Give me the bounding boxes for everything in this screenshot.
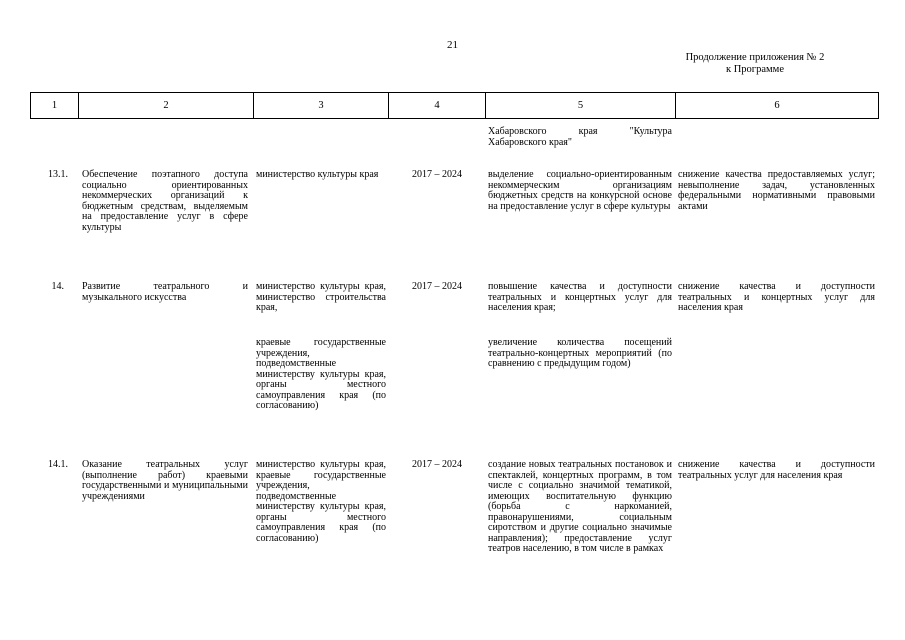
executor: министерство культуры края — [256, 169, 379, 180]
executor: министерство культуры края, краевые государственные учреждения, подведомственные министерству культуры края, органы местного самоуправления края (по согласованию) — [256, 459, 386, 544]
expected-result: повышение качества и доступности театральных и концертных услуг для населения края; — [488, 281, 672, 313]
row-number: 13.1. — [48, 169, 68, 180]
event-name: Оказание театральных услуг (выполнение работ) краевыми государственными и муниципальными учреждениями — [82, 459, 248, 502]
column-header-6: 6 — [676, 93, 879, 119]
expected-result-extra: увеличение количества посещений театрально-концертных мероприятий (по сравнению с предыдущим годом) — [488, 337, 672, 369]
page-number: 21 — [447, 39, 458, 51]
column-header-1: 1 — [31, 93, 79, 119]
row-number: 14.1. — [48, 459, 68, 470]
implementation-period: 2017 – 2024 — [412, 169, 462, 180]
continuation-text: Хабаровского края "Культура Хабаровского края" — [488, 126, 672, 148]
expected-result: выделение социально-ориентированным некоммерческим организациям бюджетных средств на конкурсной основе на предоставление услуг в сфере культуры — [488, 169, 672, 212]
column-header-row — [31, 93, 879, 119]
consequences: снижение качества предоставляемых услуг; невыполнение задач, установленных федеральными нормативными правовыми актами — [678, 169, 875, 212]
event-name: Развитие театрального и музыкального искусства — [82, 281, 248, 303]
executor: министерство культуры края, министерство строительства края, — [256, 281, 386, 313]
appendix-line-2: к Программе — [726, 64, 784, 75]
appendix-line-1: Продолжение приложения № 2 — [685, 52, 825, 63]
column-header-3: 3 — [254, 93, 389, 119]
implementation-period: 2017 – 2024 — [412, 281, 462, 292]
column-header-5: 5 — [486, 93, 676, 119]
expected-result: создание новых театральных постановок и спектаклей, концертных программ, в том числе с социально значимой тематикой, имеющих воспитательную функцию (борьба с наркоманией, правонарушениями, социальным сиротством и другие социально значимые направления); предоставление услуг театров населению, в том числе в рамках — [488, 459, 672, 554]
consequences: снижение качества и доступности театральных услуг для населения края — [678, 459, 875, 481]
column-header-table — [30, 92, 879, 119]
event-name: Обеспечение поэтапного доступа социально ориентированных некоммерческих организаций к бюджетным средствам, выделяемым на предоставление услуг в сфере культуры — [82, 169, 248, 233]
row-number: 14. — [51, 281, 64, 292]
appendix-note — [655, 52, 855, 76]
implementation-period: 2017 – 2024 — [412, 459, 462, 470]
column-header-2: 2 — [79, 93, 254, 119]
consequences: снижение качества и доступности театральных и концертных услуг для населения края — [678, 281, 875, 313]
column-header-4: 4 — [389, 93, 486, 119]
executor-extra: краевые государственные учреждения, подведомственные министерству культуры края, органы местного самоуправления края (по согласованию) — [256, 337, 386, 411]
